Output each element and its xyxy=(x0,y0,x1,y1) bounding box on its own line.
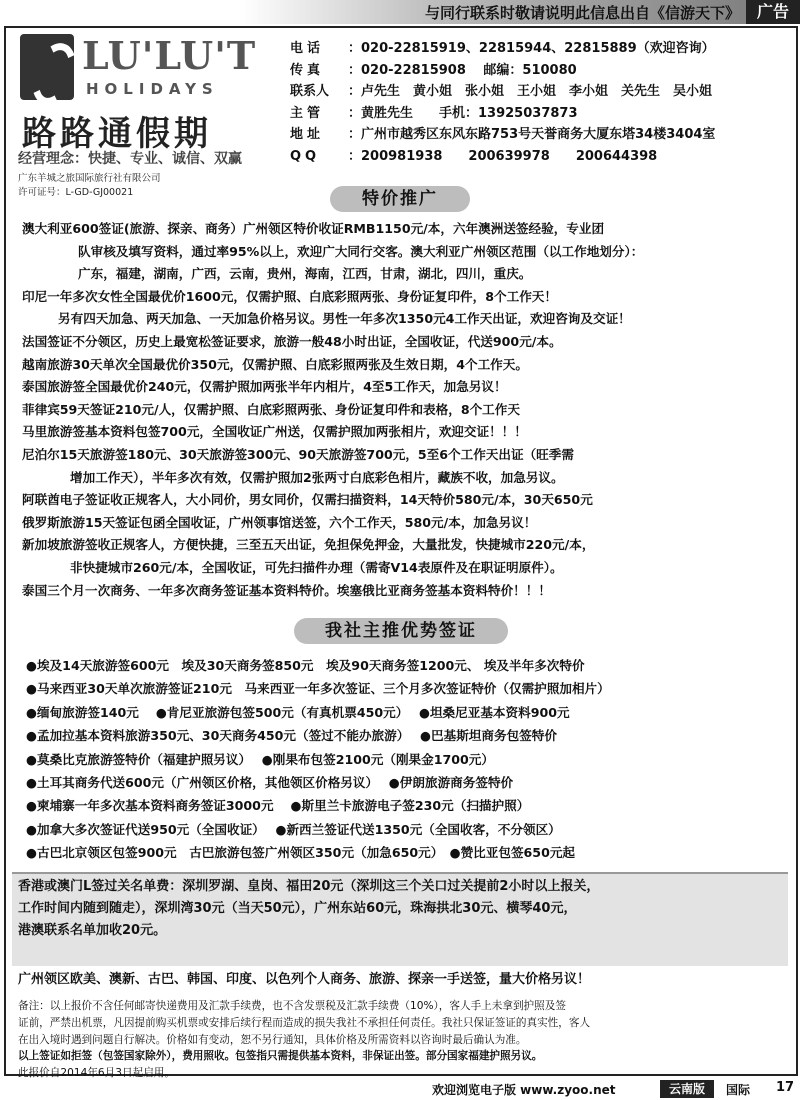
promo-line: 新加坡旅游签收正规客人，方便快捷，三至五天出证，免担保免押金，大量批发，快捷城市220元/本， xyxy=(22,537,595,553)
footer-edition-tag: 云南版 xyxy=(660,1080,714,1098)
visa-line: ●古巴北京领区包签900元 古巴旅游包签广州领区350元（加急650元） ●赞比亚包签650元起 xyxy=(26,845,576,861)
visa-line: ●柬埔寨一年多次基本资料商务签证3000元 ●斯里兰卡旅游电子签230元（扫描护照） xyxy=(26,798,530,814)
promo-line: 印尼一年多次女性全国最优价1600元，仅需护照、白底彩照两张、身份证复印件，8个工作天！ xyxy=(22,288,557,304)
ad-tag: 广告 xyxy=(746,0,800,24)
contact-address: 地址 ：广州市越秀区东风东路753号天誉商务大厦东塔34楼3404室 xyxy=(290,127,716,142)
footer-section: 国际 xyxy=(726,1083,751,1097)
visa-line: ●土耳其商务代送600元（广州领区价格，其他领区价格另议） ●伊朗旅游商务签特价 xyxy=(26,775,514,791)
license-number: 许可证号：L-GD-GJ00021 xyxy=(18,187,134,198)
remark-line: 备注：以上报价不含任何邮寄快递费用及汇款手续费，也不含发票税及汇款手续费（10%），客人手上未拿到护照及签 xyxy=(18,1000,566,1012)
visa-line: ●马来西亚30天单次旅游签证210元 马来西亚一年多次签证、三个月多次签证特价（仅需护照加相片） xyxy=(26,681,610,697)
visa-line: ●加拿大多次签证代送950元（全国收证） ●新西兰签证代送1350元（全国收客，不分领区） xyxy=(26,821,561,837)
brand-name: LU'LU'T xyxy=(82,33,257,78)
page-number: 17 xyxy=(776,1080,795,1095)
promo-line: 泰国旅游签全国最优价240元，仅需护照加两张半年内相片，4至5工作天，加急另议！ xyxy=(22,379,507,395)
promo-line: 俄罗斯旅游15天签证包函全国收证，广州领事馆送签，六个工作天，580元/本，加急另议！ xyxy=(22,514,537,530)
remark-line: 在出入境时遇到问题自行解决。价格如有变动，恕不另行通知，具体价格及所需资料以咨询时最后确认为准。 xyxy=(18,1033,527,1046)
lulutong-logo-icon xyxy=(20,34,74,100)
remark-line: 以上签证如拒签（包签国家除外），费用照收。包签指只需提供基本资料，非保证出签。部分国家福建护照另议。 xyxy=(18,1050,543,1063)
promo-line: 队审核及填写资料，通过率95%以上，欢迎广大同行交客。澳大利亚广州领区范围（以工作地划分）： xyxy=(78,243,644,259)
brand-sub: HOLIDAYS xyxy=(86,80,219,98)
contact-info xyxy=(290,38,790,167)
promo-line: 增加工作天），半年多次有效，仅需护照加2张两寸白底彩色相片，藏族不收，加急另议。 xyxy=(70,469,564,485)
contact-fax: 传真 ：020-22815908 邮编：510080 xyxy=(290,62,577,78)
contact-manager: 主管 ：黄胜先生 手机：13925037873 xyxy=(290,105,578,121)
slogan: 经营理念：快捷、专业、诚信、双赢 xyxy=(18,151,242,167)
logo-block xyxy=(12,30,272,198)
promo-line: 非快捷城市260元/本，全国收证，可先扫描件办理（需寄V14表原件及在职证明原件）。 xyxy=(70,559,563,575)
contact-qq: QQ ：200981938 200639978 200644398 xyxy=(290,148,658,164)
promo-line: 阿联酋电子签证收正规客人，大小同价，男女同价，仅需扫描资料，14天特价580元/本，30天650元 xyxy=(22,492,593,508)
promo-line: 另有四天加急、两天加急、一天加急价格另议。男性一年多次1350元4工作天出证，欢迎咨询及交证！ xyxy=(58,311,631,327)
remark-line: 此报价自2014年6月3日起启用。 xyxy=(18,1067,175,1080)
hk-line: 工作时间内随到随走），深圳湾30元（当天50元），广州东站60元，珠海拱北30元、横琴40元， xyxy=(18,901,577,916)
promo-list xyxy=(22,218,792,602)
visa-line: ●缅甸旅游签140元 ●肯尼亚旅游包签500元（有真机票450元） ●坦桑尼亚基本资料900元 xyxy=(26,704,570,720)
footer-website: 欢迎浏览电子版 www.zyoo.net xyxy=(432,1083,616,1097)
main-visa-section-title: 我社主推优势签证 xyxy=(294,618,508,644)
promo-line: 广东，福建，湖南，广西，云南，贵州，海南，江西，甘肃，湖北，四川，重庆。 xyxy=(78,266,532,282)
contact-phone: 电话 ：020-22815919、22815944、22815889（欢迎咨询） xyxy=(290,41,715,56)
hk-macau-box xyxy=(12,872,788,966)
hk-line: 香港或澳门L签过关名单费：深圳罗湖、皇岗、福田20元（深圳这三个关口过关提前2小时以上报关， xyxy=(18,879,600,894)
remarks xyxy=(18,998,788,1082)
source-notice: 与同行联系时敬请说明此信息出自《信游天下》 xyxy=(424,4,740,22)
visa-line: ●埃及14天旅游签600元 埃及30天商务签850元 埃及90天商务签1200元、 埃及半年多次特价 xyxy=(26,658,585,673)
promo-line: 马里旅游签基本资料包签700元，全国收证广州送，仅需护照加两张相片，欢迎交证！！！ xyxy=(22,424,527,440)
guangzhou-consulate-line: 广州领区欧美、澳新、古巴、韩国、印度、以色列个人商务、旅游、探亲一手送签，量大价格另议！ xyxy=(18,972,591,987)
top-banner xyxy=(0,0,800,24)
chinese-brand-name: 路路通假期 xyxy=(22,114,212,154)
promo-line: 尼泊尔15天旅游签180元、30天旅游签300元、90天旅游签700元，5至6个工作天出证（旺季需 xyxy=(22,446,574,462)
hk-line: 港澳联系名单加收20元。 xyxy=(18,923,167,938)
remark-line: 证前，严禁出机票，凡因提前购买机票或安排后续行程而造成的损失我社不承担任何责任。我社只保证签证的真实性，客人 xyxy=(18,1016,591,1029)
main-visa-list xyxy=(26,654,792,865)
promo-line: 法国签证不分领区，历史上最宽松签证要求，旅游一般48小时出证，全国收证，代送900元/本。 xyxy=(22,333,562,349)
promo-line: 越南旅游30天单次全国最优价350元，仅需护照、白底彩照两张及生效日期，4个工作天。 xyxy=(22,356,528,372)
contact-persons: 联系人 ：卢先生 黄小姐 张小姐 王小姐 李小姐 关先生 吴小姐 xyxy=(290,84,713,99)
visa-line: ●莫桑比克旅游签特价（福建护照另议） ●刚果布包签2100元（刚果金1700元） xyxy=(26,751,494,767)
page-footer xyxy=(0,1078,800,1100)
promo-section-title: 特价推广 xyxy=(330,186,470,212)
promo-line: 澳大利亚600签证(旅游、探亲、商务）广州领区特价收证RMB1150元/本，六年澳洲送签经验，专业团 xyxy=(22,221,605,236)
promo-line: 泰国三个月一次商务、一年多次商务签证基本资料特价。埃塞俄比亚商务签基本资料特价！！！ xyxy=(22,582,551,598)
company-name: 广东羊城之旅国际旅行社有限公司 xyxy=(18,173,161,184)
promo-line: 菲律宾59天签证210元/人，仅需护照、白底彩照两张、身份证复印件和表格，8个工作天 xyxy=(22,401,520,417)
visa-line: ●孟加拉基本资料旅游350元、30天商务450元（签过不能办旅游） ●巴基斯坦商务包签特价 xyxy=(26,728,557,744)
